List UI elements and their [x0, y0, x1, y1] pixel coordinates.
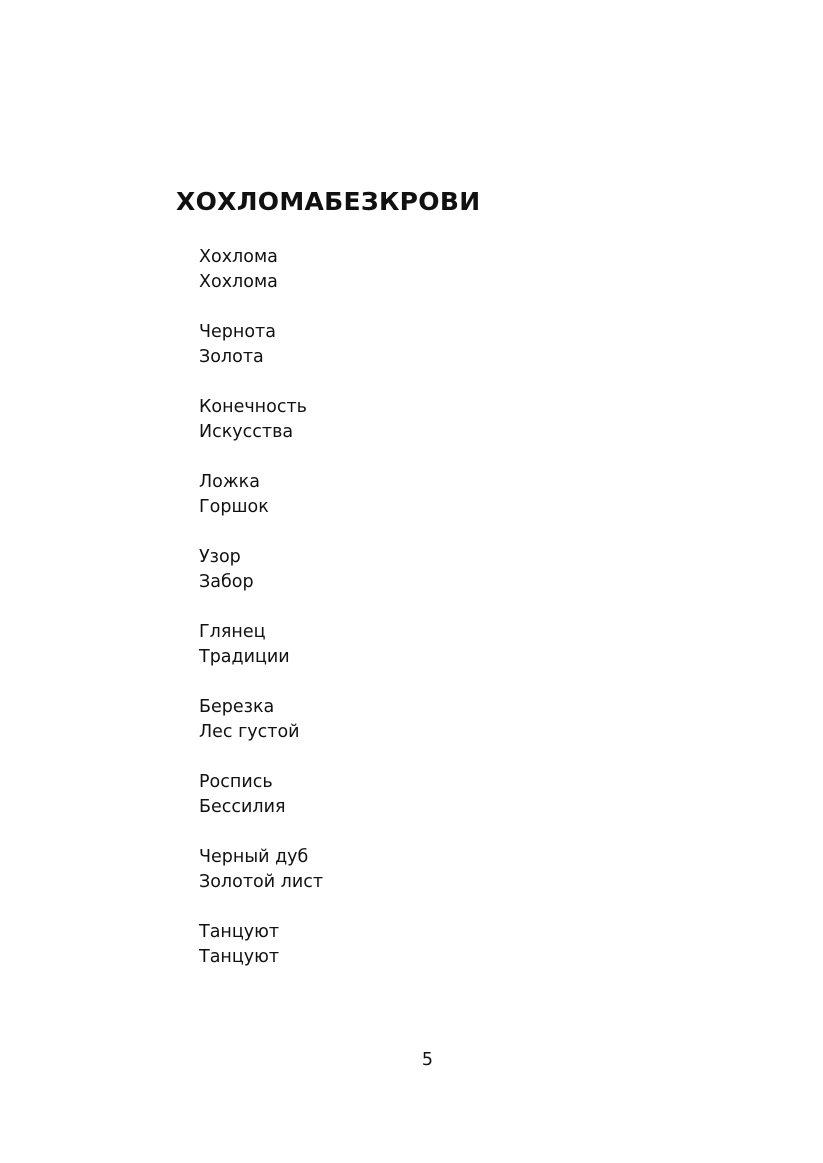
- stanza: [199, 545, 323, 595]
- poem-line: Ложка: [199, 472, 260, 492]
- poem-line: Горшок: [199, 497, 269, 517]
- poem-line: Узор: [199, 547, 241, 567]
- poem-line: Танцуют: [199, 922, 280, 942]
- stanza: [199, 845, 323, 895]
- poem-line: Золота: [199, 347, 264, 367]
- poem-line: Танцуют: [199, 947, 280, 967]
- poem-line: Чернота: [199, 322, 276, 342]
- poem-line: Хохлома: [199, 247, 278, 267]
- poem-line: Конечность: [199, 397, 307, 417]
- poem-line: Лес густой: [199, 722, 300, 742]
- poem-line: Березка: [199, 697, 275, 717]
- poem-line: Хохлома: [199, 272, 278, 292]
- stanza: [199, 620, 323, 670]
- poem-line: Роспись: [199, 772, 273, 792]
- poem-line: Золотой лист: [199, 872, 324, 892]
- poem-line: Забор: [199, 572, 254, 592]
- stanza: [199, 770, 323, 820]
- stanza: [199, 470, 323, 520]
- page-number: 5: [421, 1050, 434, 1070]
- poem-line: Искусства: [199, 422, 294, 442]
- poem-line: Бессилия: [199, 797, 286, 817]
- stanza: [199, 395, 323, 445]
- poem-line: Глянец: [199, 622, 266, 642]
- stanza: [199, 920, 323, 970]
- poem-line: Традиции: [199, 647, 290, 667]
- stanza: [199, 320, 323, 370]
- poem-line: Черный дуб: [199, 847, 309, 867]
- poem-title: ХОХЛОМАБЕЗКРОВИ: [176, 187, 481, 216]
- poem-body: [199, 245, 323, 995]
- stanza: [199, 695, 323, 745]
- stanza: [199, 245, 323, 295]
